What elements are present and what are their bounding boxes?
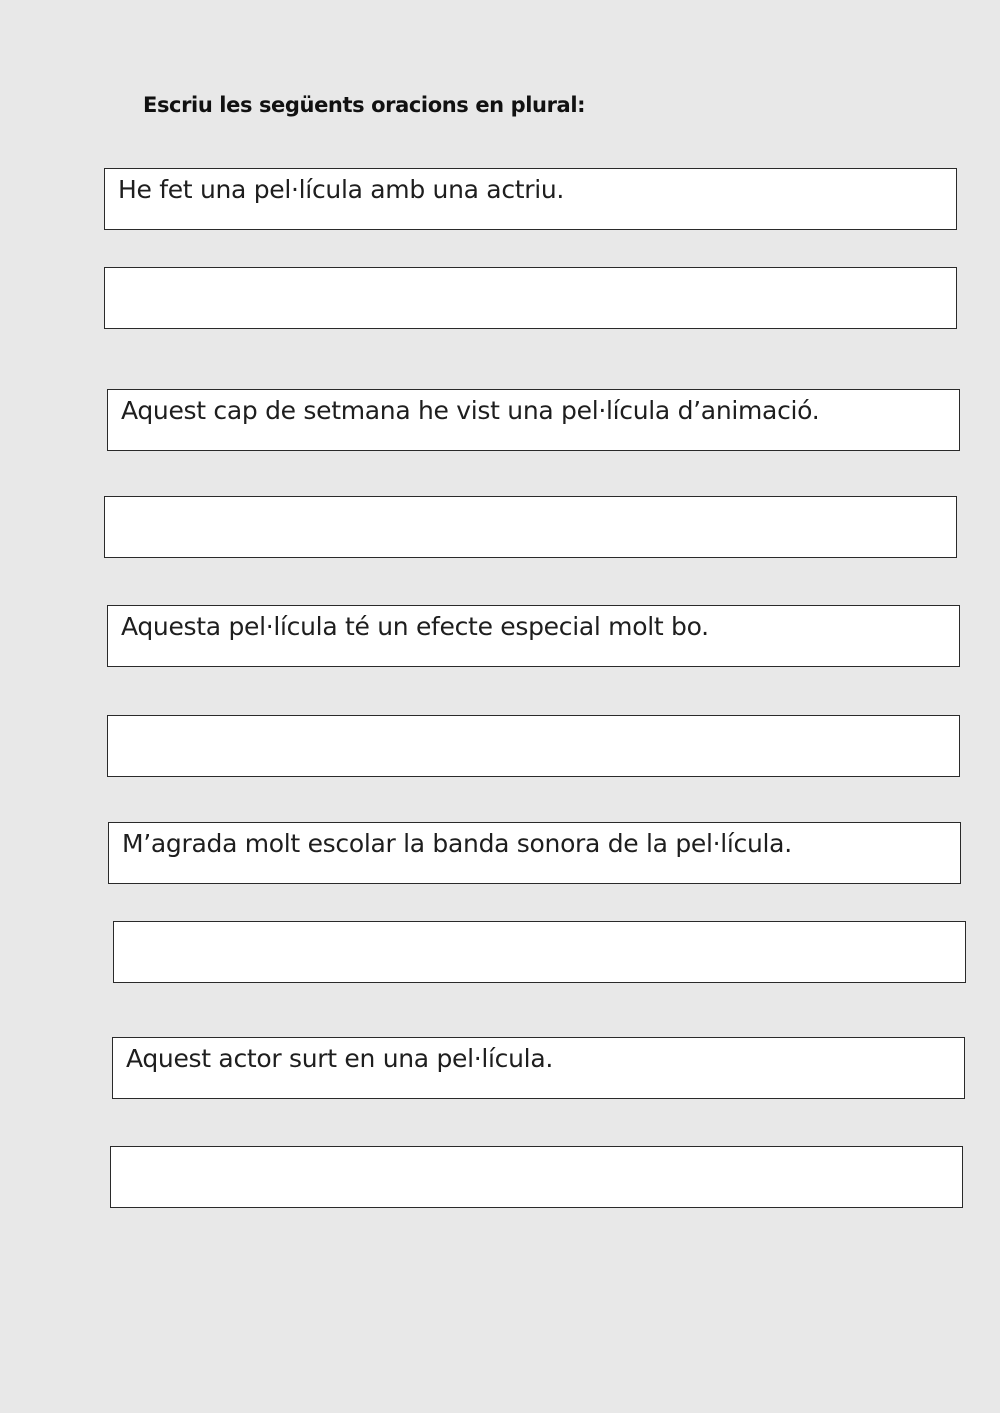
answer-input-2[interactable] xyxy=(105,497,956,557)
sentence-text-2: Aquest cap de setmana he vist una pel·lícula d’animació. xyxy=(121,396,820,425)
answer-box-5[interactable] xyxy=(110,1146,963,1208)
answer-box-2[interactable] xyxy=(104,496,957,558)
sentence-box-2 xyxy=(107,389,960,451)
answer-box-3[interactable] xyxy=(107,715,960,777)
answer-box-4[interactable] xyxy=(113,921,966,983)
answer-input-3[interactable] xyxy=(108,716,959,776)
sentence-box-4 xyxy=(108,822,961,884)
sentence-text-1: He fet una pel·lícula amb una actriu. xyxy=(118,175,565,204)
sentence-text-5: Aquest actor surt en una pel·lícula. xyxy=(126,1044,553,1073)
answer-box-1[interactable] xyxy=(104,267,957,329)
instruction-heading: Escriu les següents oracions en plural: xyxy=(143,93,586,117)
answer-input-4[interactable] xyxy=(114,922,965,982)
answer-input-5[interactable] xyxy=(111,1147,962,1207)
answer-input-1[interactable] xyxy=(105,268,956,328)
sentence-text-4: M’agrada molt escolar la banda sonora de la pel·lícula. xyxy=(122,829,792,858)
sentence-box-5 xyxy=(112,1037,965,1099)
sentence-box-1 xyxy=(104,168,957,230)
sentence-text-3: Aquesta pel·lícula té un efecte especial molt bo. xyxy=(121,612,709,641)
sentence-box-3 xyxy=(107,605,960,667)
